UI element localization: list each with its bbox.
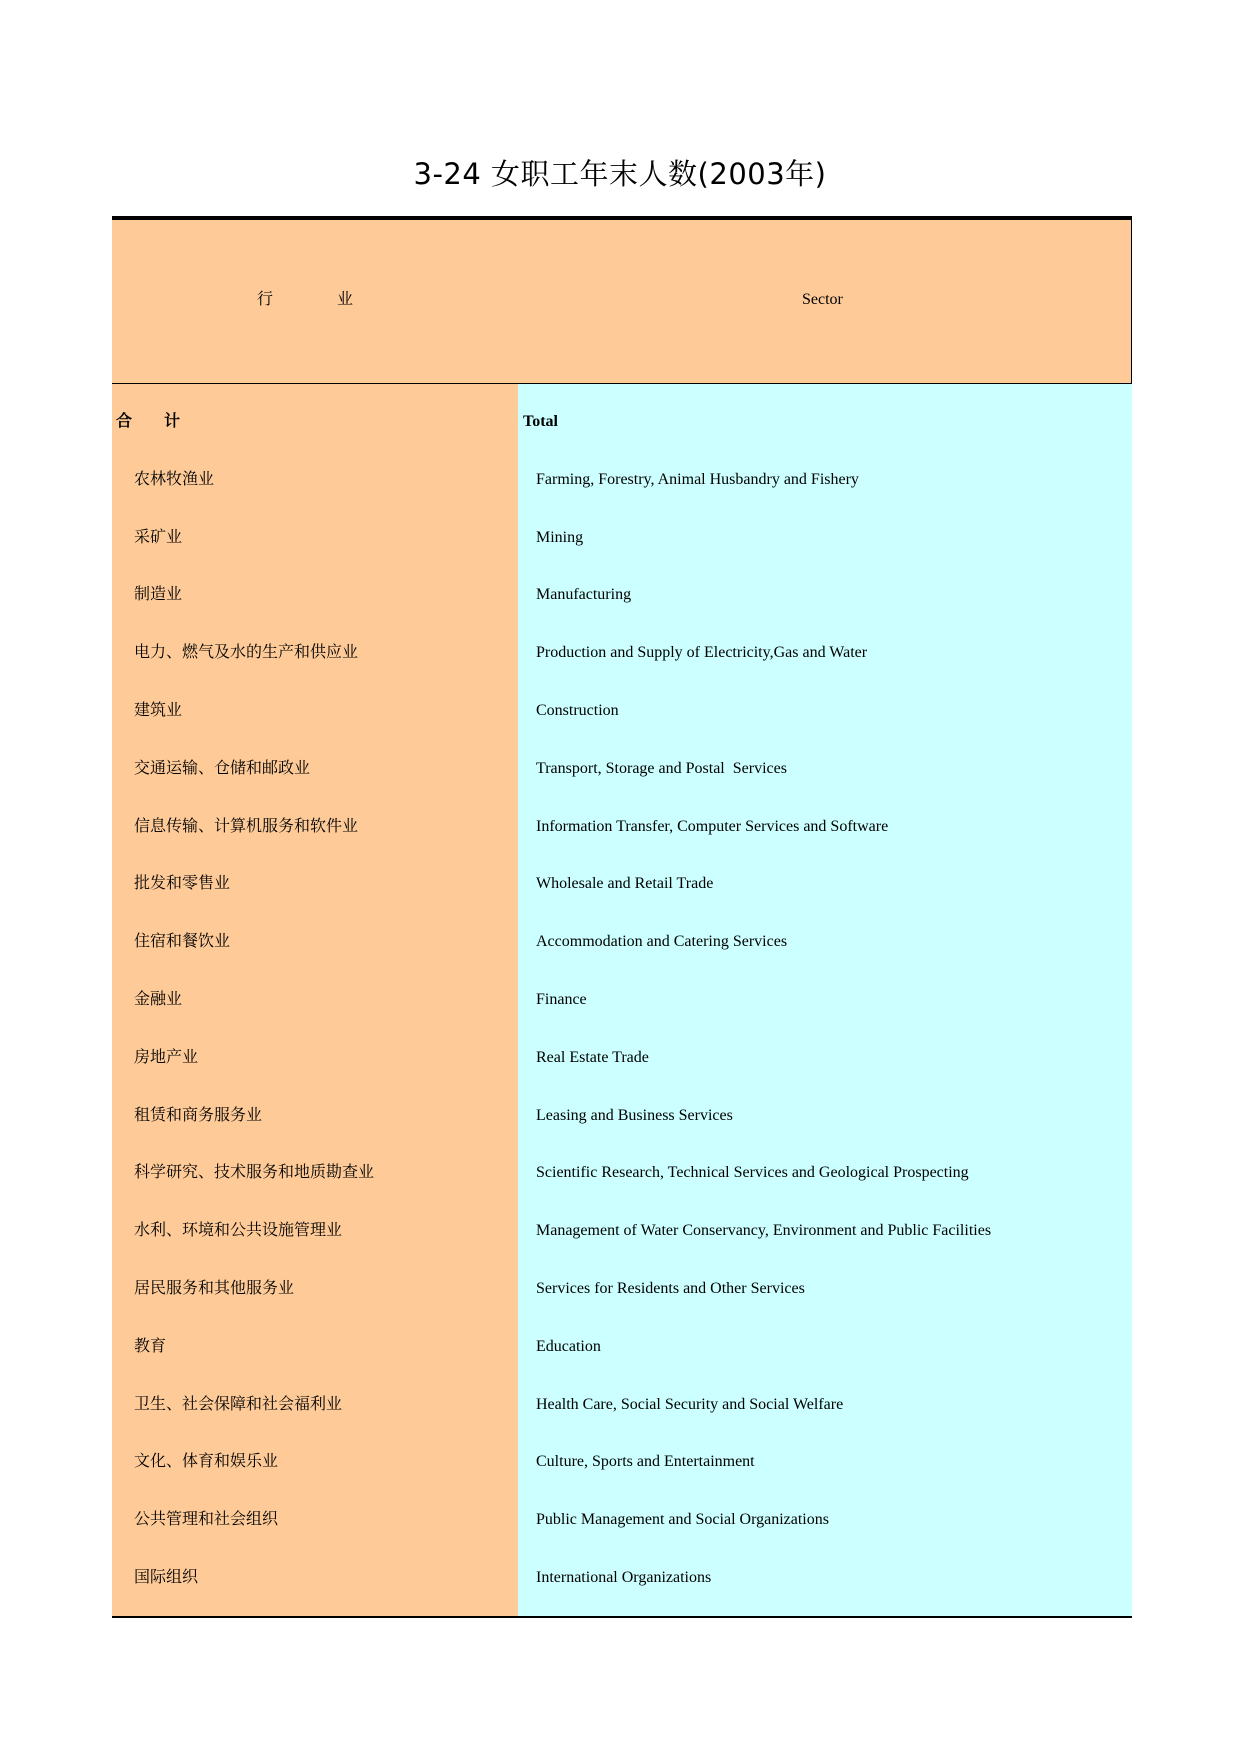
sector-name-zh: 卫生、社会保障和社会福利业 (134, 1395, 343, 1413)
sector-name-en: Production and Supply of Electricity,Gas and Water (536, 644, 868, 662)
sector-name-en: International Organizations (536, 1568, 712, 1586)
sector-name-en: Accommodation and Catering Services (536, 933, 788, 951)
sector-name-zh: 教育 (134, 1337, 167, 1355)
table-row (112, 1087, 1132, 1145)
sector-name-zh: 建筑业 (134, 701, 183, 719)
sector-name-zh: 批发和零售业 (134, 875, 231, 893)
table-row (112, 913, 1132, 971)
sector-name-en: Manufacturing (536, 586, 632, 604)
table-row (112, 1491, 1132, 1549)
table-row (112, 624, 1132, 682)
sector-name-zh: 采矿业 (134, 528, 183, 546)
table-row (112, 971, 1132, 1029)
sector-name-zh: 科学研究、技术服务和地质勘查业 (134, 1164, 375, 1182)
table-row (112, 1549, 1132, 1607)
table-row (112, 566, 1132, 624)
sector-name-zh: 房地产业 (134, 1048, 199, 1066)
sector-name-zh: 住宿和餐饮业 (134, 933, 231, 951)
sector-name-en: Wholesale and Retail Trade (536, 875, 714, 893)
sector-name-en: Public Management and Social Organizations (536, 1511, 829, 1529)
sector-name-en: Leasing and Business Services (536, 1106, 733, 1124)
table-row (112, 1144, 1132, 1202)
sector-name-en: Farming, Forestry, Animal Husbandry and Fishery (536, 470, 859, 488)
sector-name-en: Transport, Storage and Postal Services (536, 759, 787, 777)
sector-name-en: Management of Water Conservancy, Environment and Public Facilities (536, 1222, 992, 1240)
table-row (112, 1029, 1132, 1087)
sector-name-en: Information Transfer, Computer Services and Software (536, 817, 889, 835)
page-title: 3-24 女职工年末人数(2003年) (413, 157, 827, 191)
table-row (112, 682, 1132, 740)
table-row (112, 1260, 1132, 1318)
table-row (112, 1202, 1132, 1260)
header-sector-zh: 行 业 (257, 291, 354, 308)
table-row (112, 740, 1132, 798)
sector-name-zh: 文化、体育和娱乐业 (134, 1453, 279, 1471)
sector-name-zh: 水利、环境和公共设施管理业 (134, 1222, 343, 1240)
sector-name-en: Scientific Research, Technical Services and Geological Prospecting (536, 1164, 969, 1182)
sector-name-en: Culture, Sports and Entertainment (536, 1453, 755, 1471)
sector-name-zh: 国际组织 (134, 1568, 199, 1586)
table-row (112, 1318, 1132, 1376)
table-rows (112, 393, 1132, 1607)
header-sector-en: Sector (802, 291, 843, 308)
sector-name-zh: 租赁和商务服务业 (134, 1106, 263, 1124)
sector-name-en: Health Care, Social Security and Social Welfare (536, 1395, 844, 1413)
table-row (112, 1376, 1132, 1434)
sector-name-en: Education (536, 1337, 601, 1355)
sector-name-zh: 金融业 (134, 990, 183, 1008)
total-row (112, 393, 1132, 451)
table-row (112, 855, 1132, 913)
sector-name-zh: 农林牧渔业 (134, 470, 215, 488)
sector-name-zh: 信息传输、计算机服务和软件业 (134, 817, 359, 835)
sector-name-zh: 合 计 (116, 413, 181, 430)
table-bottom-rule (112, 1616, 1132, 1618)
table-row (112, 509, 1132, 567)
sector-name-en: Finance (536, 990, 587, 1008)
sector-name-en: Construction (536, 701, 619, 719)
table-body (112, 384, 1132, 1616)
sector-name-zh: 电力、燃气及水的生产和供应业 (134, 644, 359, 662)
sector-name-en: Total (523, 413, 558, 430)
sector-name-en: Services for Residents and Other Services (536, 1279, 805, 1297)
table-row (112, 451, 1132, 509)
sector-name-zh: 居民服务和其他服务业 (134, 1279, 295, 1297)
table-header (112, 220, 1132, 384)
table-row (112, 798, 1132, 856)
sector-name-en: Mining (536, 528, 584, 546)
sector-name-zh: 交通运输、仓储和邮政业 (134, 759, 311, 777)
sector-name-zh: 制造业 (134, 586, 183, 604)
sector-name-zh: 公共管理和社会组织 (134, 1511, 279, 1529)
table-row (112, 1433, 1132, 1491)
sector-name-en: Real Estate Trade (536, 1048, 649, 1066)
